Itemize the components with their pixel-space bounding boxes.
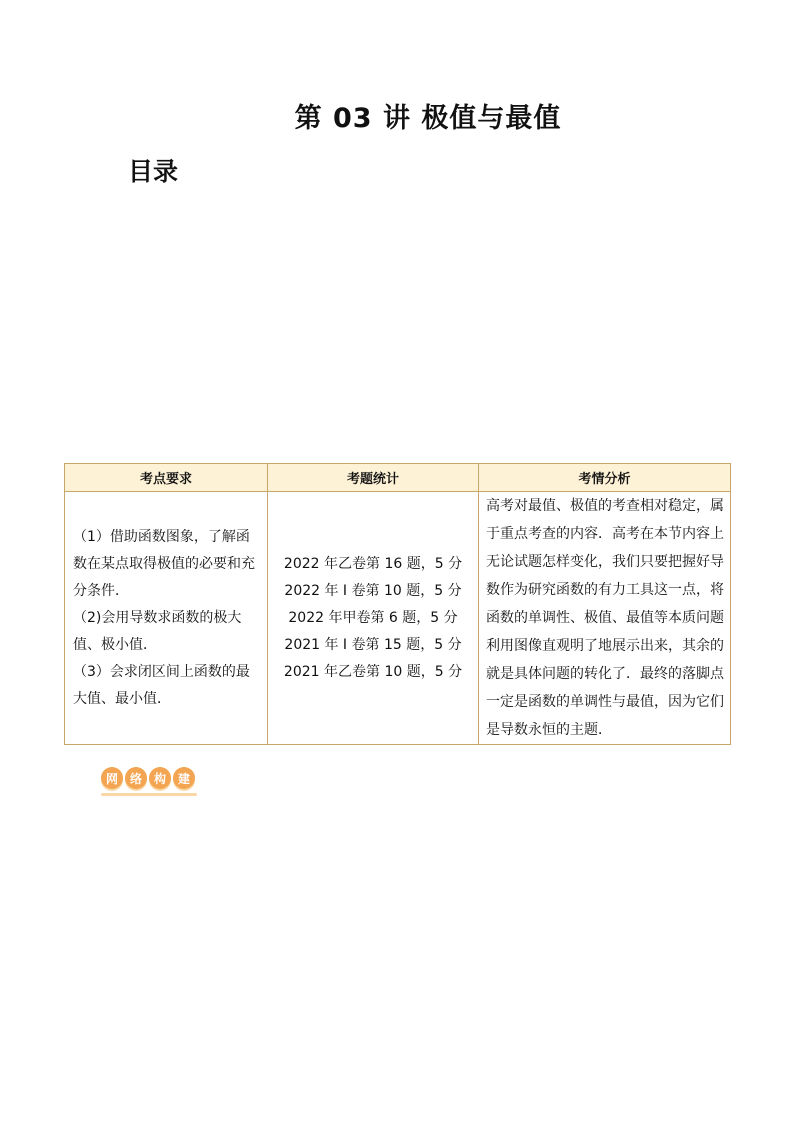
toc-heading: 目录 bbox=[128, 157, 179, 186]
page-title: 第 03 讲 极值与最值 bbox=[294, 103, 562, 134]
table-row bbox=[65, 492, 731, 745]
header-analysis: 考情分析 bbox=[479, 464, 731, 492]
stat-item: 2021 年 I 卷第 15 题，5 分 bbox=[284, 636, 462, 653]
badge-char: 建 bbox=[173, 767, 195, 789]
stat-item: 2022 年 I 卷第 10 题，5 分 bbox=[284, 582, 462, 599]
stat-item: 2022 年甲卷第 6 题，5 分 bbox=[288, 609, 458, 626]
stat-item: 2021 年乙卷第 10 题，5 分 bbox=[283, 663, 463, 680]
analysis-cell bbox=[479, 492, 731, 745]
exam-analysis-table bbox=[64, 463, 731, 745]
badge-char: 络 bbox=[125, 767, 147, 789]
requirement-item: （3）会求闭区间上函数的最大值、最小值． bbox=[73, 663, 250, 707]
badge-underline bbox=[101, 793, 197, 796]
requirement-item: （2)会用导数求函数的极大值、极小值． bbox=[73, 609, 242, 653]
analysis-text: 高考对最值、极值的考查相对稳定，属于重点考查的内容．高考在本节内容上无论试题怎样变化，我们只要把握好导数作为研究函数的有力工具这一点，将函数的单调性、极值、最值等本质问题利用图像直观明了地展示出来，其余的就是具体问题的转化了．最终的落脚点一定是函数的单调性与最值，因为它们是导数永恒的主题． bbox=[486, 498, 724, 738]
stat-item: 2022 年乙卷第 16 题，5 分 bbox=[283, 555, 463, 572]
badge-char: 构 bbox=[149, 767, 171, 789]
header-statistics: 考题统计 bbox=[268, 464, 479, 492]
statistics-cell bbox=[268, 492, 479, 745]
requirement-item: （1）借助函数图象，了解函数在某点取得极值的必要和充分条件． bbox=[73, 528, 255, 599]
table-header-row bbox=[65, 464, 731, 492]
network-structure-badge bbox=[101, 767, 195, 789]
badge-char: 网 bbox=[101, 767, 123, 789]
requirements-cell bbox=[65, 492, 268, 745]
header-requirements: 考点要求 bbox=[65, 464, 268, 492]
